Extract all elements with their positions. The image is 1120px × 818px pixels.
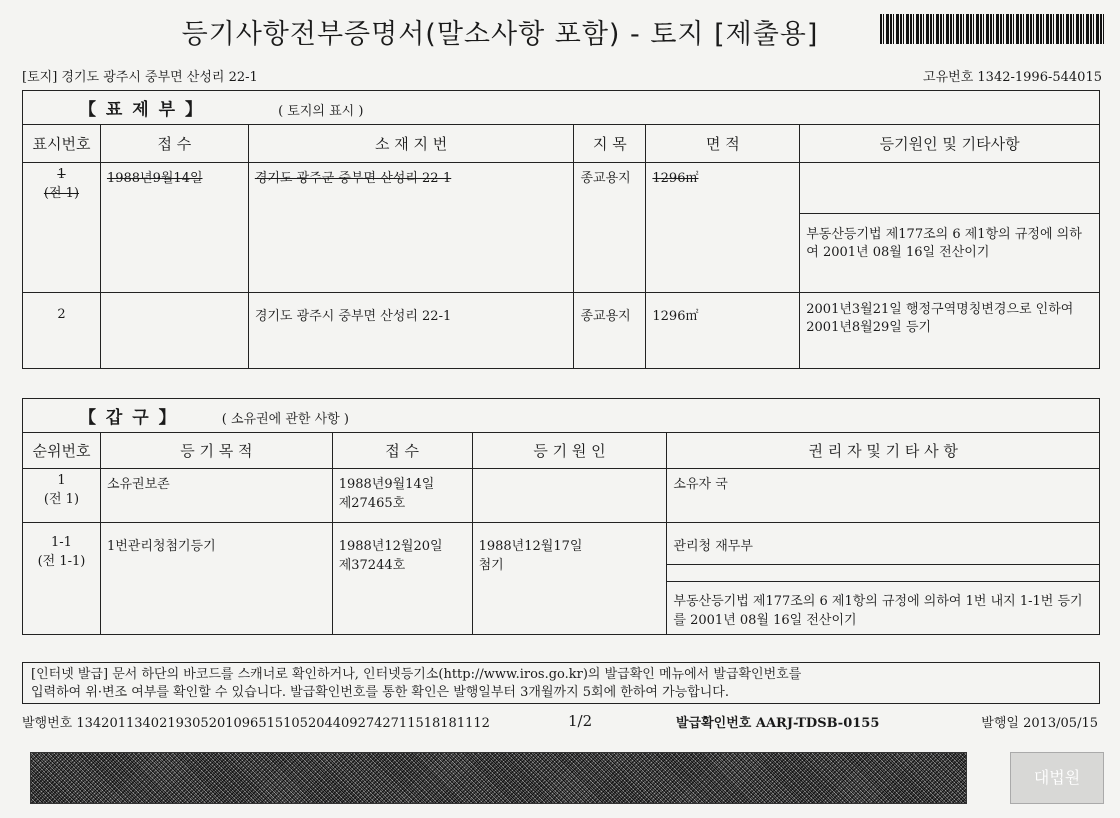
gapgu-subtitle: ( 소유권에 관한 사항 ) [221, 412, 349, 427]
gapgu-table [22, 398, 1100, 635]
purpose: 1번관리청첨기등기 [100, 523, 332, 635]
col-header: 표시번호 [23, 125, 101, 163]
court-stamp: 대법원 [1010, 752, 1104, 804]
remarks: 2001년3월21일 행정구역명칭변경으로 인하여 2001년8월29일 등기 [800, 293, 1100, 369]
table-row [23, 469, 1100, 523]
land-type: 종교용지 [574, 163, 646, 293]
area: 1296㎡ [646, 293, 800, 369]
received-date: 1988년9월14일 [338, 477, 435, 492]
cause [472, 469, 667, 523]
gapgu-title: 【 갑 구 】 [79, 408, 178, 428]
row-number: 1-1 [51, 535, 72, 550]
received-number: 제37244호 [338, 558, 406, 573]
page-number: 1/2 [568, 712, 593, 730]
cause-sub: 첨기 [478, 558, 504, 573]
pyojebu-subtitle: ( 토지의 표시 ) [278, 104, 364, 119]
area: 1296㎡ [646, 163, 800, 293]
received-number: 제27465호 [338, 496, 406, 511]
col-header: 면 적 [646, 125, 800, 163]
row-number: 1 [57, 167, 66, 182]
cause: 1988년12월17일 [478, 539, 583, 554]
pyojebu-table [22, 90, 1100, 369]
address: 경기도 광주군 중부면 산성리 22-1 [248, 163, 574, 293]
issue-number: 발행번호 13420113402193052010965151052044092742711518181112 [22, 716, 490, 731]
gapgu-header [23, 399, 1100, 433]
col-header: 등기원인 및 기타사항 [800, 125, 1100, 163]
received-date [100, 293, 248, 369]
document-title: 등기사항전부증명서(말소사항 포함) - 토지 [제출용] [181, 19, 819, 50]
col-header: 권 리 자 및 기 타 사 항 [667, 433, 1100, 469]
land-type: 종교용지 [574, 293, 646, 369]
col-header: 소 재 지 번 [248, 125, 574, 163]
table-row [23, 163, 1100, 293]
remarks: 부동산등기법 제177조의 6 제1항의 규정에 의하여 2001년 08월 16일 전산이기 [806, 227, 1082, 260]
row-number-sub: (전 1-1) [37, 554, 86, 569]
internet-notice [22, 662, 1100, 704]
remarks: 부동산등기법 제177조의 6 제1항의 규정에 의하여 1번 내지 1-1번 등기를 2001년 08월 16일 전산이기 [667, 581, 1099, 634]
row-number: 1 [57, 473, 66, 488]
purpose: 소유권보존 [100, 469, 332, 523]
notice-line-1: [인터넷 발급] 문서 하단의 바코드를 스캐너로 확인하거나, 인터넷등기소(http://www.iros.go.kr)의 발급확인 메뉴에서 발급확인번호를 [31, 667, 802, 682]
top-barcode [880, 14, 1106, 44]
received-date: 1988년9월14일 [100, 163, 248, 293]
holder: 관리청 재무부 [667, 523, 1099, 565]
unique-number: 고유번호 1342-1996-544015 [923, 70, 1102, 85]
2d-barcode [30, 752, 967, 804]
row-number: 2 [23, 293, 101, 369]
pyojebu-title: 【 표 제 부 】 [79, 100, 204, 120]
col-header: 지 목 [574, 125, 646, 163]
issue-date: 발행일 2013/05/15 [981, 716, 1098, 731]
received-date: 1988년12월20일 [338, 539, 443, 554]
row-number-sub: (전 1) [43, 492, 80, 507]
location-line: [토지] 경기도 광주시 중부면 산성리 22-1 [22, 70, 258, 85]
row-number-sub: (전 1) [43, 186, 80, 201]
col-header: 순위번호 [23, 433, 101, 469]
address: 경기도 광주시 중부면 산성리 22-1 [248, 293, 574, 369]
col-header: 등 기 목 적 [100, 433, 332, 469]
notice-line-2: 입력하여 위·변조 여부를 확인할 수 있습니다. 발급확인번호를 통한 확인은 발행일부터 3개월까지 5회에 한하여 가능합니다. [31, 685, 730, 700]
table-row [23, 523, 1100, 635]
verify-number: 발급확인번호 AARJ-TDSB-0155 [676, 716, 880, 731]
col-header: 접 수 [332, 433, 472, 469]
col-header: 접 수 [100, 125, 248, 163]
col-header: 등 기 원 인 [472, 433, 667, 469]
holder: 소유자 국 [667, 469, 1100, 523]
pyojebu-header [23, 91, 1100, 125]
table-row [23, 293, 1100, 369]
